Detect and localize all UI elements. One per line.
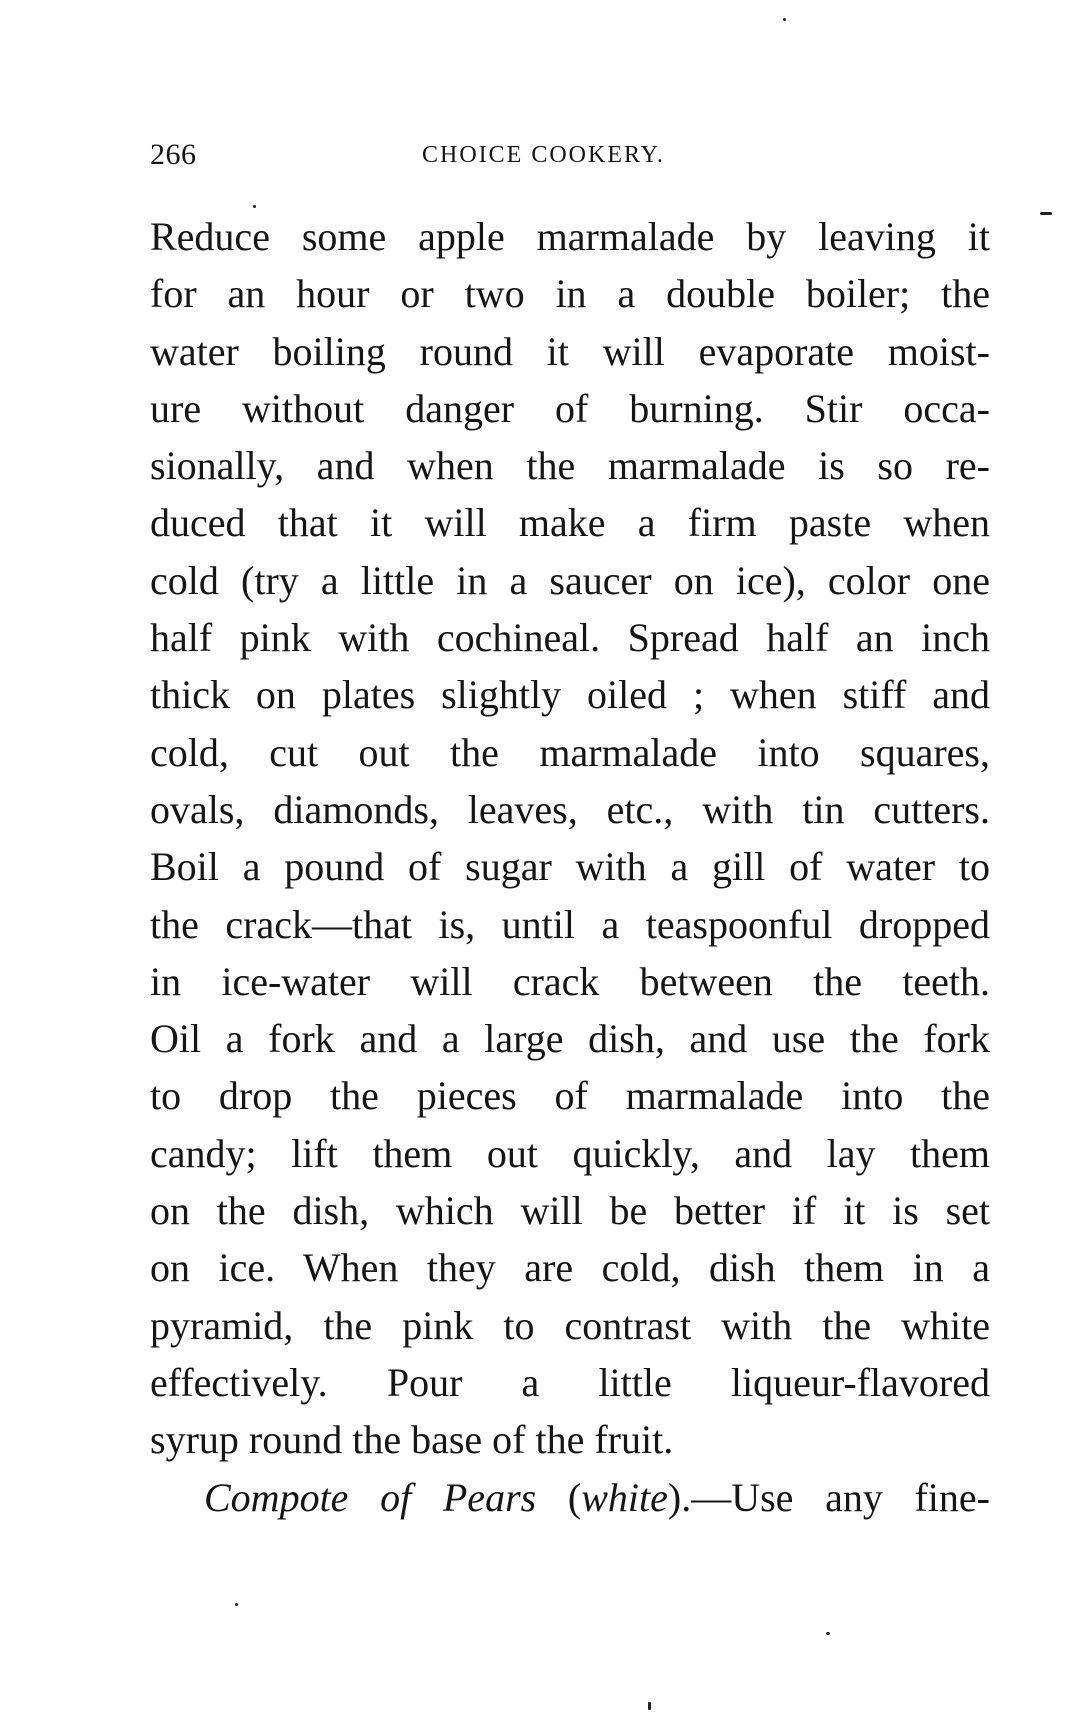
recipe-text [150, 208, 990, 1526]
text-line: pyramid, the pink to contrast with the white [150, 1302, 990, 1348]
text-line: Boil a pound of sugar with a gill of water to [150, 844, 990, 890]
scan-speck [235, 1603, 238, 1606]
recipe-title-open-paren: ( [536, 1474, 582, 1520]
page-number: 266 [150, 138, 197, 171]
text-line: to drop the pieces of marmalade into the [150, 1073, 990, 1119]
text-line: candy; lift them out quickly, and lay them [150, 1130, 990, 1176]
next-recipe-line [150, 1469, 990, 1526]
recipe-intro-text: ).—Use any fine- [667, 1474, 990, 1520]
text-line: syrup round the base of the fruit. [150, 1417, 674, 1463]
text-line: duced that it will make a firm paste when [150, 500, 990, 546]
text-line: ovals, diamonds, leaves, etc., with tin cutters. [150, 786, 990, 832]
text-line: on the dish, which will be better if it is set [150, 1188, 990, 1234]
text-line: water boiling round it will evaporate moist- [150, 328, 990, 374]
scan-speck [783, 18, 786, 21]
recipe-title-variant: white [581, 1474, 668, 1520]
text-line: Reduce some apple marmalade by leaving it [150, 214, 990, 259]
text-line: the crack—that is, until a teaspoonful dropped [150, 901, 990, 947]
scan-speck [253, 205, 256, 208]
scan-speck [1040, 212, 1052, 215]
text-line: thick on plates slightly oiled ; when stiff and [150, 672, 990, 718]
page-header [150, 138, 990, 178]
text-line: on ice. When they are cold, dish them in a [150, 1245, 990, 1291]
text-line: for an hour or two in a double boiler; the [150, 271, 990, 317]
text-line: Oil a fork and a large dish, and use the fork [150, 1016, 990, 1062]
text-line: sionally, and when the marmalade is so re- [150, 443, 990, 489]
scan-speck [648, 1702, 651, 1710]
text-line: half pink with cochineal. Spread half an inch [150, 615, 990, 661]
recipe-title: Compote of Pears [204, 1474, 537, 1520]
text-line: cold, cut out the marmalade into squares, [150, 729, 990, 775]
text-line: cold (try a little in a saucer on ice), color one [150, 557, 990, 603]
scan-speck [826, 1632, 830, 1635]
text-line: effectively. Pour a little liqueur-flavored [150, 1359, 990, 1405]
running-head: CHOICE COOKERY. [422, 142, 665, 168]
text-line: ure without danger of burning. Stir occa- [150, 385, 990, 431]
text-line: in ice-water will crack between the teeth. [150, 958, 990, 1004]
